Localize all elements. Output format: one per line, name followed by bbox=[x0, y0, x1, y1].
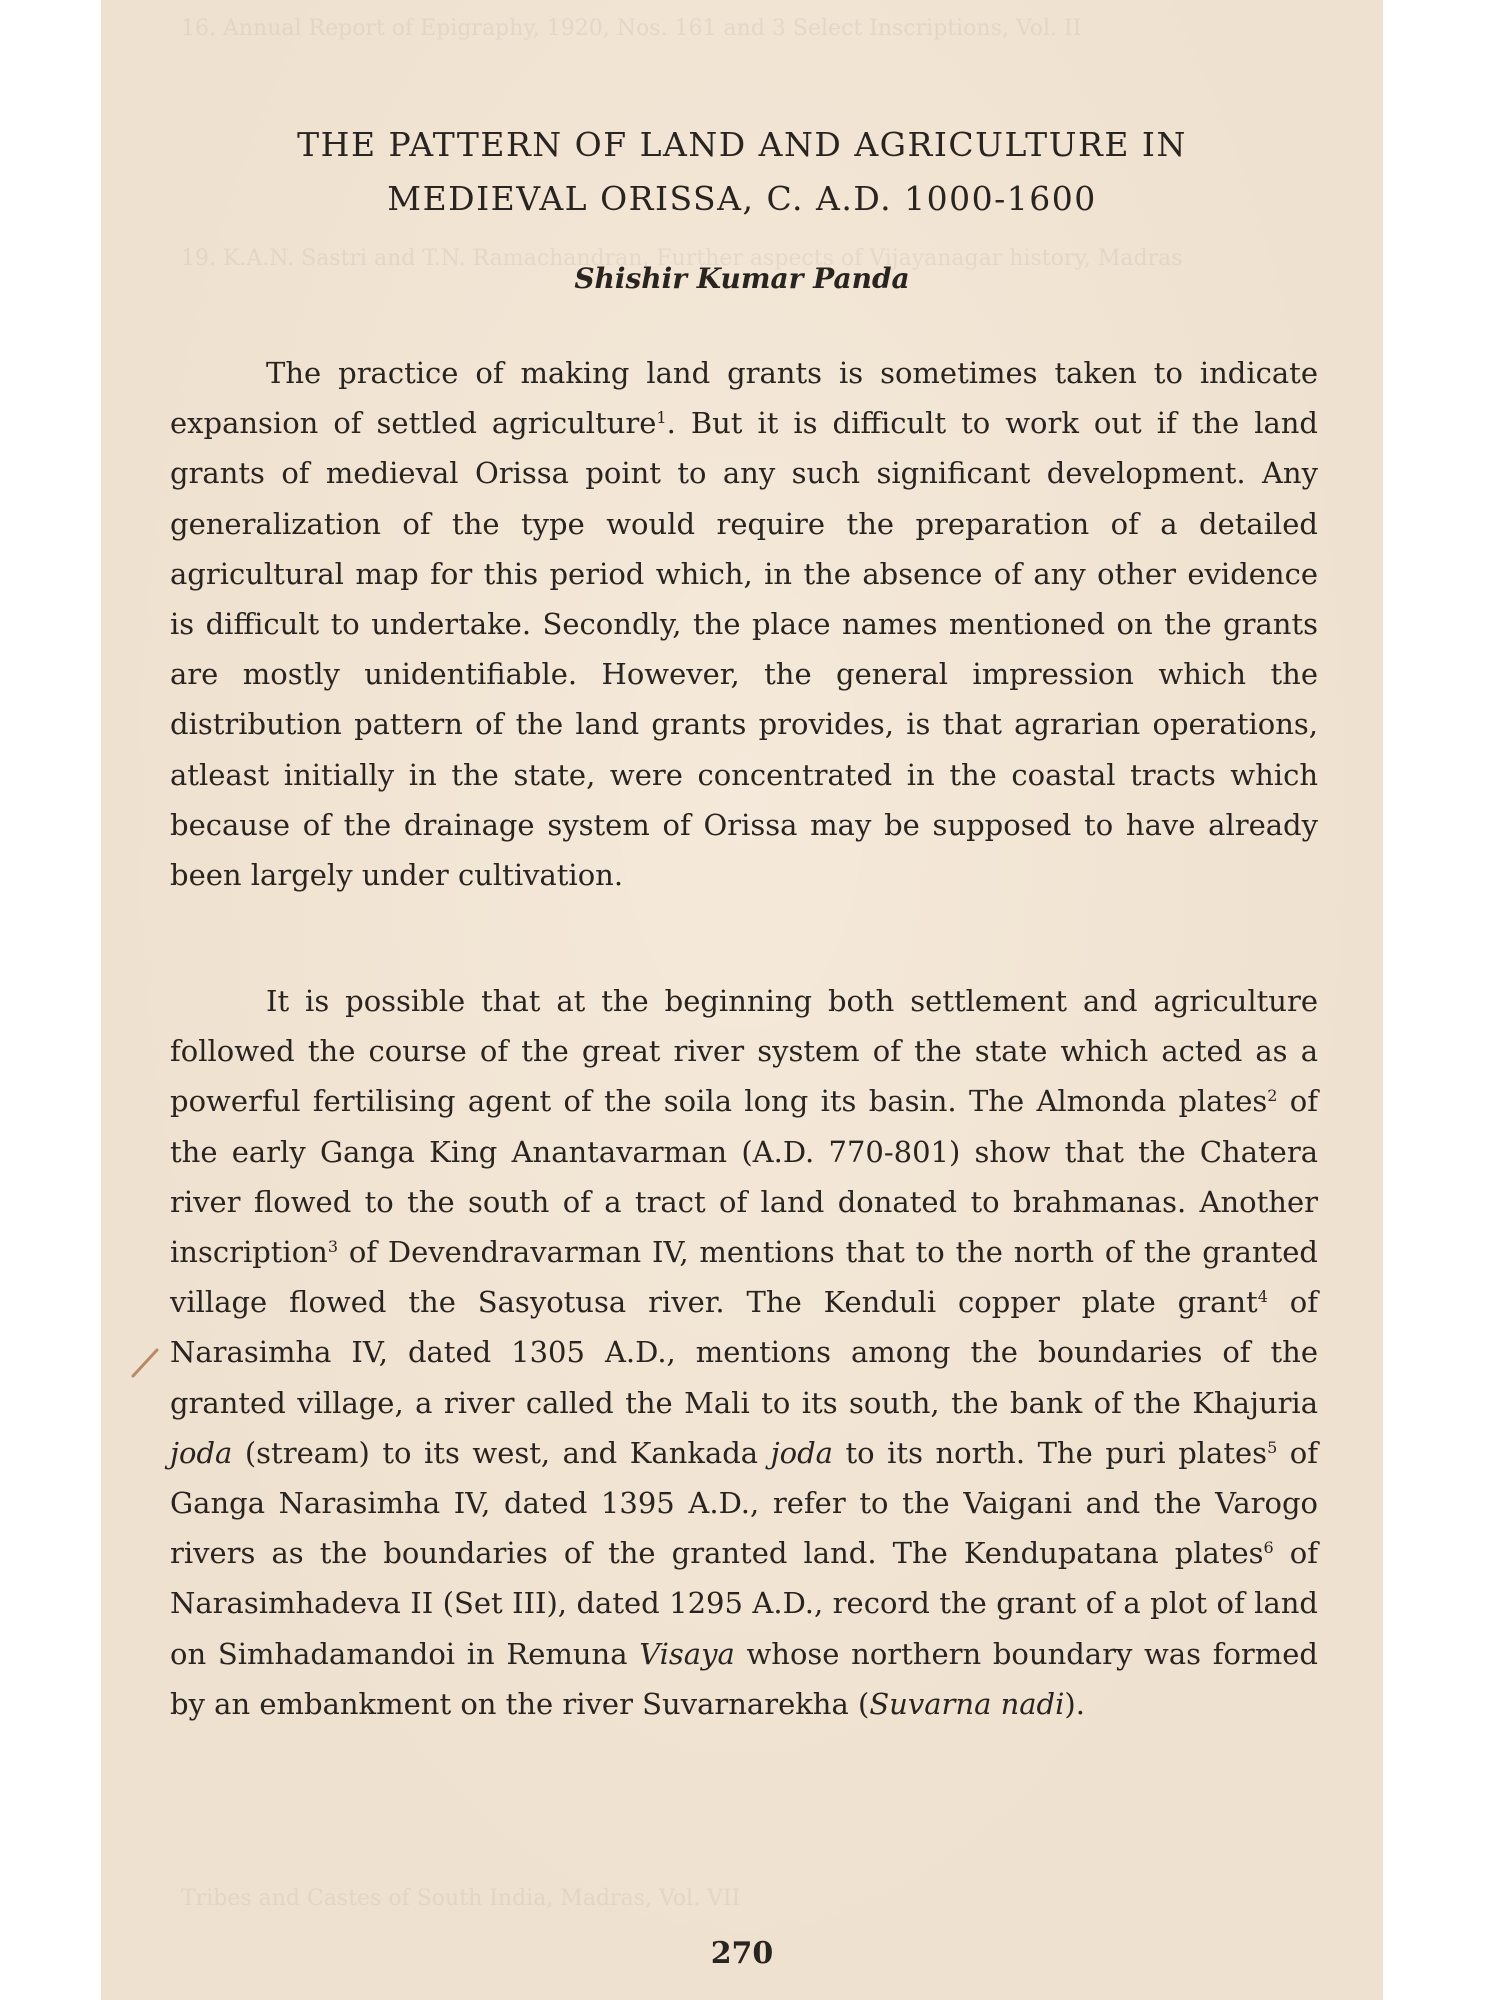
paragraph-1-text-a: The practice of making land grants is sometimes taken to indicate expansion of settled agriculture bbox=[170, 356, 1318, 441]
footnote-ref-1: 1 bbox=[656, 408, 667, 428]
article-title-line1: THE PATTERN OF LAND AND AGRICULTURE IN bbox=[297, 125, 1187, 164]
book-page bbox=[101, 0, 1383, 2000]
pencil-mark-icon bbox=[127, 1346, 161, 1380]
show-through-text: 16. Annual Report of Epigraphy, 1920, Nos. 161 and 3 Select Inscriptions, Vol. II bbox=[181, 16, 1082, 41]
footnote-ref-2: 2 bbox=[1267, 1086, 1278, 1106]
italic-term-joda: joda bbox=[170, 1435, 233, 1470]
body-paragraph-1 bbox=[170, 348, 1318, 900]
article-title bbox=[101, 118, 1383, 226]
paragraph-2-text: of the early Ganga King Anantavarman (A.D. 770-801) show that the Chatera river flowed to the south of a tract of land donated to brahmanas. Another inscription bbox=[170, 1084, 1318, 1270]
paragraph-2-text: of Narasimhadeva II (Set III), dated 1295 A.D., record the grant of a plot of land on Simhadamandoi in Remuna bbox=[170, 1536, 1318, 1671]
show-through-text: Tribes and Castes of South India, Madras, Vol. VII bbox=[181, 1886, 741, 1911]
italic-term-suvarna-nadi: Suvarna nadi bbox=[869, 1686, 1065, 1721]
paragraph-2-text: (stream) to its west, and Kankada bbox=[232, 1435, 771, 1470]
footnote-ref-3: 3 bbox=[327, 1237, 339, 1257]
paragraph-2-text: of Ganga Narasimha IV, dated 1395 A.D., refer to the Vaigani and the Varogo rivers as the boundaries of the granted land. The Kendupatana plates bbox=[170, 1435, 1319, 1571]
article-title-line2: MEDIEVAL ORISSA, C. A.D. 1000-1600 bbox=[387, 179, 1097, 218]
italic-term-joda: joda bbox=[770, 1435, 833, 1470]
author-name: Shishir Kumar Panda bbox=[574, 262, 910, 295]
paragraph-2-text: whose northern boundary was formed by an embankment on the river Suvarnarekha ( bbox=[170, 1636, 1318, 1721]
body-paragraph-2 bbox=[170, 976, 1318, 1729]
footnote-ref-6: 6 bbox=[1263, 1538, 1274, 1558]
paragraph-2-text: ). bbox=[1064, 1686, 1085, 1721]
paragraph-2-text: of Narasimha IV, dated 1305 A.D., mentions among the boundaries of the granted village, a river called the Mali to its south, the bank of the Khajuria bbox=[170, 1285, 1318, 1420]
show-through-text: 19. K.A.N. Sastri and T.N. Ramachandran, Further aspects of Vijayanagar history, Madras bbox=[181, 246, 1183, 271]
paragraph-2-text: to its north. The puri plates bbox=[832, 1435, 1268, 1470]
page-number: 270 bbox=[710, 1936, 774, 1971]
paragraph-2-text: of Devendravarman IV, mentions that to the north of the granted village flowed the Sasyotusa river. The Kenduli copper plate grant bbox=[170, 1235, 1318, 1320]
footnote-ref-4: 4 bbox=[1257, 1287, 1268, 1307]
italic-term-visaya: Visaya bbox=[639, 1636, 735, 1671]
paragraph-2-text: It is possible that at the beginning both settlement and agriculture followed the course of the great river system of the state which acted as a powerful fertilising agent of the soila long its basin. The Almonda plates bbox=[170, 984, 1318, 1119]
footnote-ref-5: 5 bbox=[1267, 1437, 1278, 1457]
paragraph-1-text-b: . But it is difficult to work out if the land grants of medieval Orissa point to any such significant development. Any generalization of the type would require the preparation of a detailed agricultural map for this period which, in the absence of any other evidence is difficult to undertake. Secondly, the place names mentioned on the grants are mostly unidentifiable. However, the general impression which the distribution pattern of the land grants provides, is that agrarian operations, atleast initially in the state, were concentrated in the coastal tracts which because of the drainage system of Orissa may be supposed to have already been largely under cultivation. bbox=[170, 406, 1318, 893]
